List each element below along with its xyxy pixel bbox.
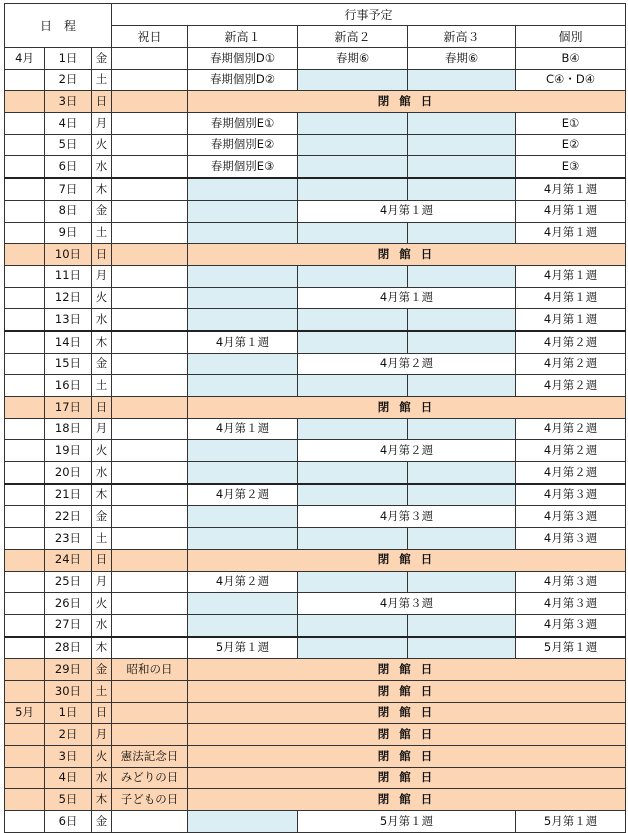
weekday-cell: 木 bbox=[92, 331, 112, 353]
day-cell: 6日 bbox=[45, 811, 92, 833]
month-cell bbox=[5, 375, 45, 397]
grade1-cell: 4月第１週 bbox=[188, 418, 298, 440]
day-cell: 13日 bbox=[45, 309, 92, 331]
weekday-cell: 金 bbox=[92, 353, 112, 375]
holiday-name-cell bbox=[112, 134, 188, 156]
month-cell bbox=[5, 200, 45, 222]
grade1-cell bbox=[188, 440, 298, 462]
individual-cell: E② bbox=[516, 134, 626, 156]
holiday-name-cell bbox=[112, 113, 188, 135]
individual-cell: 4月第１週 bbox=[516, 200, 626, 222]
grade2-cell bbox=[298, 528, 408, 550]
grade1-cell: 4月第２週 bbox=[188, 571, 298, 593]
grade2-cell bbox=[298, 484, 408, 506]
individual-cell: 4月第３週 bbox=[516, 593, 626, 615]
individual-cell: 4月第２週 bbox=[516, 331, 626, 353]
month-cell bbox=[5, 156, 45, 178]
holiday-name-cell bbox=[112, 418, 188, 440]
schedule-table bbox=[4, 3, 626, 833]
month-cell bbox=[5, 265, 45, 287]
grade3-cell bbox=[408, 156, 516, 178]
month-cell bbox=[5, 462, 45, 484]
day-cell: 25日 bbox=[45, 571, 92, 593]
grade1-cell bbox=[188, 506, 298, 528]
grade3-cell bbox=[408, 571, 516, 593]
closed-day-label: 閉 館 日 bbox=[188, 746, 626, 768]
weekday-cell: 月 bbox=[92, 113, 112, 135]
grade1-cell bbox=[188, 593, 298, 615]
grade3-cell bbox=[408, 462, 516, 484]
weekday-cell: 水 bbox=[92, 309, 112, 331]
grade1-cell bbox=[188, 222, 298, 244]
grade2-cell bbox=[298, 134, 408, 156]
holiday-name-cell bbox=[112, 200, 188, 222]
individual-cell: E③ bbox=[516, 156, 626, 178]
grade1-cell bbox=[188, 528, 298, 550]
grade1-cell: 春期個別E② bbox=[188, 134, 298, 156]
individual-cell: 4月第３週 bbox=[516, 506, 626, 528]
individual-cell: 4月第３週 bbox=[516, 528, 626, 550]
holiday-name-cell bbox=[112, 69, 188, 91]
weekday-cell: 木 bbox=[92, 789, 112, 811]
month-cell bbox=[5, 69, 45, 91]
schedule-sheet bbox=[4, 3, 626, 833]
day-cell: 8日 bbox=[45, 200, 92, 222]
day-cell: 6日 bbox=[45, 156, 92, 178]
day-cell: 20日 bbox=[45, 462, 92, 484]
schedule-row bbox=[5, 353, 626, 375]
grade1-cell: 4月第１週 bbox=[188, 331, 298, 353]
day-cell: 22日 bbox=[45, 506, 92, 528]
grade2-cell bbox=[298, 462, 408, 484]
grade3-cell bbox=[408, 637, 516, 659]
weekday-cell: 日 bbox=[92, 702, 112, 724]
closed-day-label: 閉 館 日 bbox=[188, 789, 626, 811]
weekday-cell: 木 bbox=[92, 178, 112, 200]
schedule-row bbox=[5, 200, 626, 222]
individual-cell: 5月第１週 bbox=[516, 811, 626, 833]
grade3-cell bbox=[408, 528, 516, 550]
closed-day-label: 閉 館 日 bbox=[188, 702, 626, 724]
individual-cell: C④・D④ bbox=[516, 69, 626, 91]
holiday-name-cell bbox=[112, 593, 188, 615]
holiday-name-cell: 子どもの日 bbox=[112, 789, 188, 811]
month-cell bbox=[5, 659, 45, 681]
month-cell bbox=[5, 767, 45, 789]
weekday-cell: 日 bbox=[92, 91, 112, 113]
day-cell: 2日 bbox=[45, 724, 92, 746]
day-cell: 27日 bbox=[45, 614, 92, 636]
day-cell: 1日 bbox=[45, 48, 92, 70]
schedule-row bbox=[5, 69, 626, 91]
grade1-cell: 5月第１週 bbox=[188, 637, 298, 659]
individual-cell: 4月第１週 bbox=[516, 287, 626, 309]
holiday-name-cell bbox=[112, 614, 188, 636]
holiday-name-cell bbox=[112, 353, 188, 375]
schedule-row bbox=[5, 637, 626, 659]
individual-cell: 4月第２週 bbox=[516, 440, 626, 462]
day-cell: 4日 bbox=[45, 113, 92, 135]
grade3-cell: 春期⑥ bbox=[408, 48, 516, 70]
weekday-cell: 土 bbox=[92, 375, 112, 397]
weekday-cell: 月 bbox=[92, 724, 112, 746]
schedule-row bbox=[5, 287, 626, 309]
closed-day-row bbox=[5, 746, 626, 768]
weekday-cell: 金 bbox=[92, 506, 112, 528]
month-cell bbox=[5, 244, 45, 266]
day-cell: 4日 bbox=[45, 767, 92, 789]
day-cell: 17日 bbox=[45, 397, 92, 419]
holiday-name-cell bbox=[112, 309, 188, 331]
holiday-name-cell bbox=[112, 178, 188, 200]
weekday-cell: 土 bbox=[92, 69, 112, 91]
day-cell: 21日 bbox=[45, 484, 92, 506]
grade2-cell bbox=[298, 571, 408, 593]
holiday-name-cell bbox=[112, 702, 188, 724]
day-cell: 28日 bbox=[45, 637, 92, 659]
individual-cell: 4月第３週 bbox=[516, 571, 626, 593]
grade2-cell bbox=[298, 331, 408, 353]
grade1-cell: 春期個別E③ bbox=[188, 156, 298, 178]
month-cell bbox=[5, 637, 45, 659]
closed-day-row bbox=[5, 549, 626, 571]
grade1-cell bbox=[188, 309, 298, 331]
schedule-row bbox=[5, 418, 626, 440]
closed-day-row bbox=[5, 680, 626, 702]
holiday-name-cell bbox=[112, 440, 188, 462]
individual-cell: 4月第３週 bbox=[516, 614, 626, 636]
day-cell: 2日 bbox=[45, 69, 92, 91]
schedule-row bbox=[5, 593, 626, 615]
schedule-row bbox=[5, 484, 626, 506]
weekday-cell: 木 bbox=[92, 637, 112, 659]
weekday-cell: 火 bbox=[92, 746, 112, 768]
holiday-name-cell: 昭和の日 bbox=[112, 659, 188, 681]
month-cell bbox=[5, 724, 45, 746]
closed-day-label: 閉 館 日 bbox=[188, 91, 626, 113]
holiday-name-cell bbox=[112, 375, 188, 397]
header-row-top bbox=[5, 4, 626, 26]
month-cell bbox=[5, 614, 45, 636]
weekday-cell: 水 bbox=[92, 614, 112, 636]
grade3-cell bbox=[408, 375, 516, 397]
holiday-name-cell bbox=[112, 397, 188, 419]
individual-cell: 4月第２週 bbox=[516, 375, 626, 397]
schedule-row bbox=[5, 462, 626, 484]
holiday-name-cell bbox=[112, 156, 188, 178]
closed-day-row bbox=[5, 659, 626, 681]
weekday-cell: 火 bbox=[92, 287, 112, 309]
weekday-cell: 土 bbox=[92, 222, 112, 244]
month-cell bbox=[5, 418, 45, 440]
grade1-cell bbox=[188, 178, 298, 200]
grade2-cell bbox=[298, 637, 408, 659]
grade2-3-cell: 4月第２週 bbox=[298, 440, 516, 462]
closed-day-label: 閉 館 日 bbox=[188, 659, 626, 681]
holiday-name-cell bbox=[112, 265, 188, 287]
day-cell: 3日 bbox=[45, 746, 92, 768]
grade1-cell: 4月第２週 bbox=[188, 484, 298, 506]
schedule-row bbox=[5, 134, 626, 156]
grade2-cell bbox=[298, 113, 408, 135]
weekday-cell: 火 bbox=[92, 593, 112, 615]
day-cell: 5日 bbox=[45, 789, 92, 811]
individual-cell: 4月第１週 bbox=[516, 178, 626, 200]
schedule-row bbox=[5, 113, 626, 135]
month-cell bbox=[5, 746, 45, 768]
grade1-cell: 春期個別D② bbox=[188, 69, 298, 91]
month-cell: 4月 bbox=[5, 48, 45, 70]
day-cell: 5日 bbox=[45, 134, 92, 156]
holiday-name-cell: みどりの日 bbox=[112, 767, 188, 789]
grade2-3-cell: 4月第１週 bbox=[298, 287, 516, 309]
month-cell bbox=[5, 113, 45, 135]
day-cell: 15日 bbox=[45, 353, 92, 375]
weekday-cell: 月 bbox=[92, 571, 112, 593]
holiday-name-cell bbox=[112, 506, 188, 528]
schedule-row bbox=[5, 309, 626, 331]
holiday-name-cell bbox=[112, 287, 188, 309]
closed-day-label: 閉 館 日 bbox=[188, 767, 626, 789]
holiday-name-cell bbox=[112, 637, 188, 659]
grade1-cell: 春期個別E① bbox=[188, 113, 298, 135]
day-cell: 30日 bbox=[45, 680, 92, 702]
individual-cell: 4月第２週 bbox=[516, 353, 626, 375]
holiday-name-cell bbox=[112, 91, 188, 113]
holiday-name-cell bbox=[112, 48, 188, 70]
grade1-cell bbox=[188, 614, 298, 636]
grade2-cell: 春期⑥ bbox=[298, 48, 408, 70]
schedule-row bbox=[5, 265, 626, 287]
grade1-cell bbox=[188, 375, 298, 397]
schedule-row bbox=[5, 48, 626, 70]
holiday-name-cell bbox=[112, 331, 188, 353]
holiday-name-cell bbox=[112, 549, 188, 571]
closed-day-label: 閉 館 日 bbox=[188, 549, 626, 571]
month-cell bbox=[5, 222, 45, 244]
schedule-row bbox=[5, 222, 626, 244]
grade3-cell bbox=[408, 331, 516, 353]
holiday-name-cell bbox=[112, 462, 188, 484]
schedule-row bbox=[5, 375, 626, 397]
day-cell: 9日 bbox=[45, 222, 92, 244]
column-header-grade1: 新高１ bbox=[188, 26, 298, 48]
individual-cell: 4月第１週 bbox=[516, 309, 626, 331]
day-cell: 16日 bbox=[45, 375, 92, 397]
weekday-cell: 金 bbox=[92, 200, 112, 222]
weekday-cell: 金 bbox=[92, 811, 112, 833]
weekday-cell: 金 bbox=[92, 659, 112, 681]
grade1-cell: 春期個別D① bbox=[188, 48, 298, 70]
column-header-grade3: 新高３ bbox=[408, 26, 516, 48]
weekday-cell: 火 bbox=[92, 134, 112, 156]
day-cell: 23日 bbox=[45, 528, 92, 550]
grade1-cell bbox=[188, 353, 298, 375]
closed-day-row bbox=[5, 702, 626, 724]
grade3-cell bbox=[408, 222, 516, 244]
weekday-cell: 月 bbox=[92, 265, 112, 287]
month-cell bbox=[5, 353, 45, 375]
grade3-cell bbox=[408, 418, 516, 440]
individual-cell: 4月第３週 bbox=[516, 484, 626, 506]
weekday-cell: 金 bbox=[92, 48, 112, 70]
holiday-name-cell bbox=[112, 571, 188, 593]
grade2-3-cell: 4月第３週 bbox=[298, 506, 516, 528]
individual-cell: 4月第１週 bbox=[516, 265, 626, 287]
grade2-cell bbox=[298, 375, 408, 397]
schedule-row bbox=[5, 506, 626, 528]
holiday-name-cell bbox=[112, 244, 188, 266]
month-cell bbox=[5, 789, 45, 811]
grade1-cell bbox=[188, 200, 298, 222]
day-cell: 24日 bbox=[45, 549, 92, 571]
column-header-holiday: 祝日 bbox=[112, 26, 188, 48]
closed-day-label: 閉 館 日 bbox=[188, 244, 626, 266]
month-cell bbox=[5, 549, 45, 571]
holiday-name-cell bbox=[112, 484, 188, 506]
day-cell: 18日 bbox=[45, 418, 92, 440]
weekday-cell: 火 bbox=[92, 440, 112, 462]
grade2-cell bbox=[298, 614, 408, 636]
closed-day-row bbox=[5, 244, 626, 266]
grade3-cell bbox=[408, 614, 516, 636]
schedule-row bbox=[5, 156, 626, 178]
weekday-cell: 土 bbox=[92, 528, 112, 550]
closed-day-row bbox=[5, 767, 626, 789]
month-cell bbox=[5, 287, 45, 309]
month-cell bbox=[5, 593, 45, 615]
closed-day-label: 閉 館 日 bbox=[188, 724, 626, 746]
month-cell bbox=[5, 178, 45, 200]
grade3-cell bbox=[408, 113, 516, 135]
month-cell bbox=[5, 309, 45, 331]
grade2-cell bbox=[298, 69, 408, 91]
day-cell: 29日 bbox=[45, 659, 92, 681]
day-cell: 19日 bbox=[45, 440, 92, 462]
column-header-individual: 個別 bbox=[516, 26, 626, 48]
date-header: 日 程 bbox=[5, 4, 112, 48]
individual-cell: 4月第２週 bbox=[516, 418, 626, 440]
schedule-row bbox=[5, 440, 626, 462]
weekday-cell: 日 bbox=[92, 549, 112, 571]
schedule-row bbox=[5, 571, 626, 593]
closed-day-row bbox=[5, 91, 626, 113]
day-cell: 10日 bbox=[45, 244, 92, 266]
grade3-cell bbox=[408, 134, 516, 156]
grade3-cell bbox=[408, 265, 516, 287]
grade2-cell bbox=[298, 309, 408, 331]
day-cell: 7日 bbox=[45, 178, 92, 200]
weekday-cell: 水 bbox=[92, 462, 112, 484]
holiday-name-cell bbox=[112, 724, 188, 746]
day-cell: 1日 bbox=[45, 702, 92, 724]
schedule-row bbox=[5, 614, 626, 636]
column-header-grade2: 新高２ bbox=[298, 26, 408, 48]
month-cell bbox=[5, 680, 45, 702]
closed-day-row bbox=[5, 724, 626, 746]
day-cell: 12日 bbox=[45, 287, 92, 309]
schedule-row bbox=[5, 528, 626, 550]
grade2-3-cell: 5月第１週 bbox=[298, 811, 516, 833]
grade2-cell bbox=[298, 265, 408, 287]
individual-cell: 4月第２週 bbox=[516, 462, 626, 484]
individual-cell: B④ bbox=[516, 48, 626, 70]
month-cell bbox=[5, 91, 45, 113]
grade1-cell bbox=[188, 462, 298, 484]
weekday-cell: 月 bbox=[92, 418, 112, 440]
month-cell bbox=[5, 440, 45, 462]
weekday-cell: 水 bbox=[92, 156, 112, 178]
month-cell: 5月 bbox=[5, 702, 45, 724]
plan-header: 行事予定 bbox=[112, 4, 626, 26]
month-cell bbox=[5, 528, 45, 550]
day-cell: 14日 bbox=[45, 331, 92, 353]
closed-day-row bbox=[5, 789, 626, 811]
grade2-3-cell: 4月第３週 bbox=[298, 593, 516, 615]
holiday-name-cell bbox=[112, 222, 188, 244]
schedule-body bbox=[5, 48, 626, 833]
closed-day-label: 閉 館 日 bbox=[188, 680, 626, 702]
grade2-3-cell: 4月第１週 bbox=[298, 200, 516, 222]
grade3-cell bbox=[408, 178, 516, 200]
grade3-cell bbox=[408, 309, 516, 331]
grade2-cell bbox=[298, 156, 408, 178]
month-cell bbox=[5, 571, 45, 593]
month-cell bbox=[5, 397, 45, 419]
holiday-name-cell: 憲法記念日 bbox=[112, 746, 188, 768]
day-cell: 3日 bbox=[45, 91, 92, 113]
month-cell bbox=[5, 331, 45, 353]
grade2-cell bbox=[298, 222, 408, 244]
month-cell bbox=[5, 506, 45, 528]
day-cell: 26日 bbox=[45, 593, 92, 615]
day-cell: 11日 bbox=[45, 265, 92, 287]
month-cell bbox=[5, 134, 45, 156]
schedule-row bbox=[5, 178, 626, 200]
individual-cell: E① bbox=[516, 113, 626, 135]
individual-cell: 4月第１週 bbox=[516, 222, 626, 244]
grade1-cell bbox=[188, 265, 298, 287]
holiday-name-cell bbox=[112, 528, 188, 550]
grade2-cell bbox=[298, 178, 408, 200]
schedule-row bbox=[5, 331, 626, 353]
weekday-cell: 木 bbox=[92, 484, 112, 506]
grade3-cell bbox=[408, 484, 516, 506]
grade1-cell bbox=[188, 287, 298, 309]
weekday-cell: 日 bbox=[92, 397, 112, 419]
grade2-cell bbox=[298, 418, 408, 440]
weekday-cell: 土 bbox=[92, 680, 112, 702]
holiday-name-cell bbox=[112, 680, 188, 702]
grade2-3-cell: 4月第２週 bbox=[298, 353, 516, 375]
weekday-cell: 日 bbox=[92, 244, 112, 266]
closed-day-row bbox=[5, 397, 626, 419]
closed-day-label: 閉 館 日 bbox=[188, 397, 626, 419]
month-cell bbox=[5, 484, 45, 506]
individual-cell: 5月第１週 bbox=[516, 637, 626, 659]
grade3-cell bbox=[408, 69, 516, 91]
weekday-cell: 水 bbox=[92, 767, 112, 789]
